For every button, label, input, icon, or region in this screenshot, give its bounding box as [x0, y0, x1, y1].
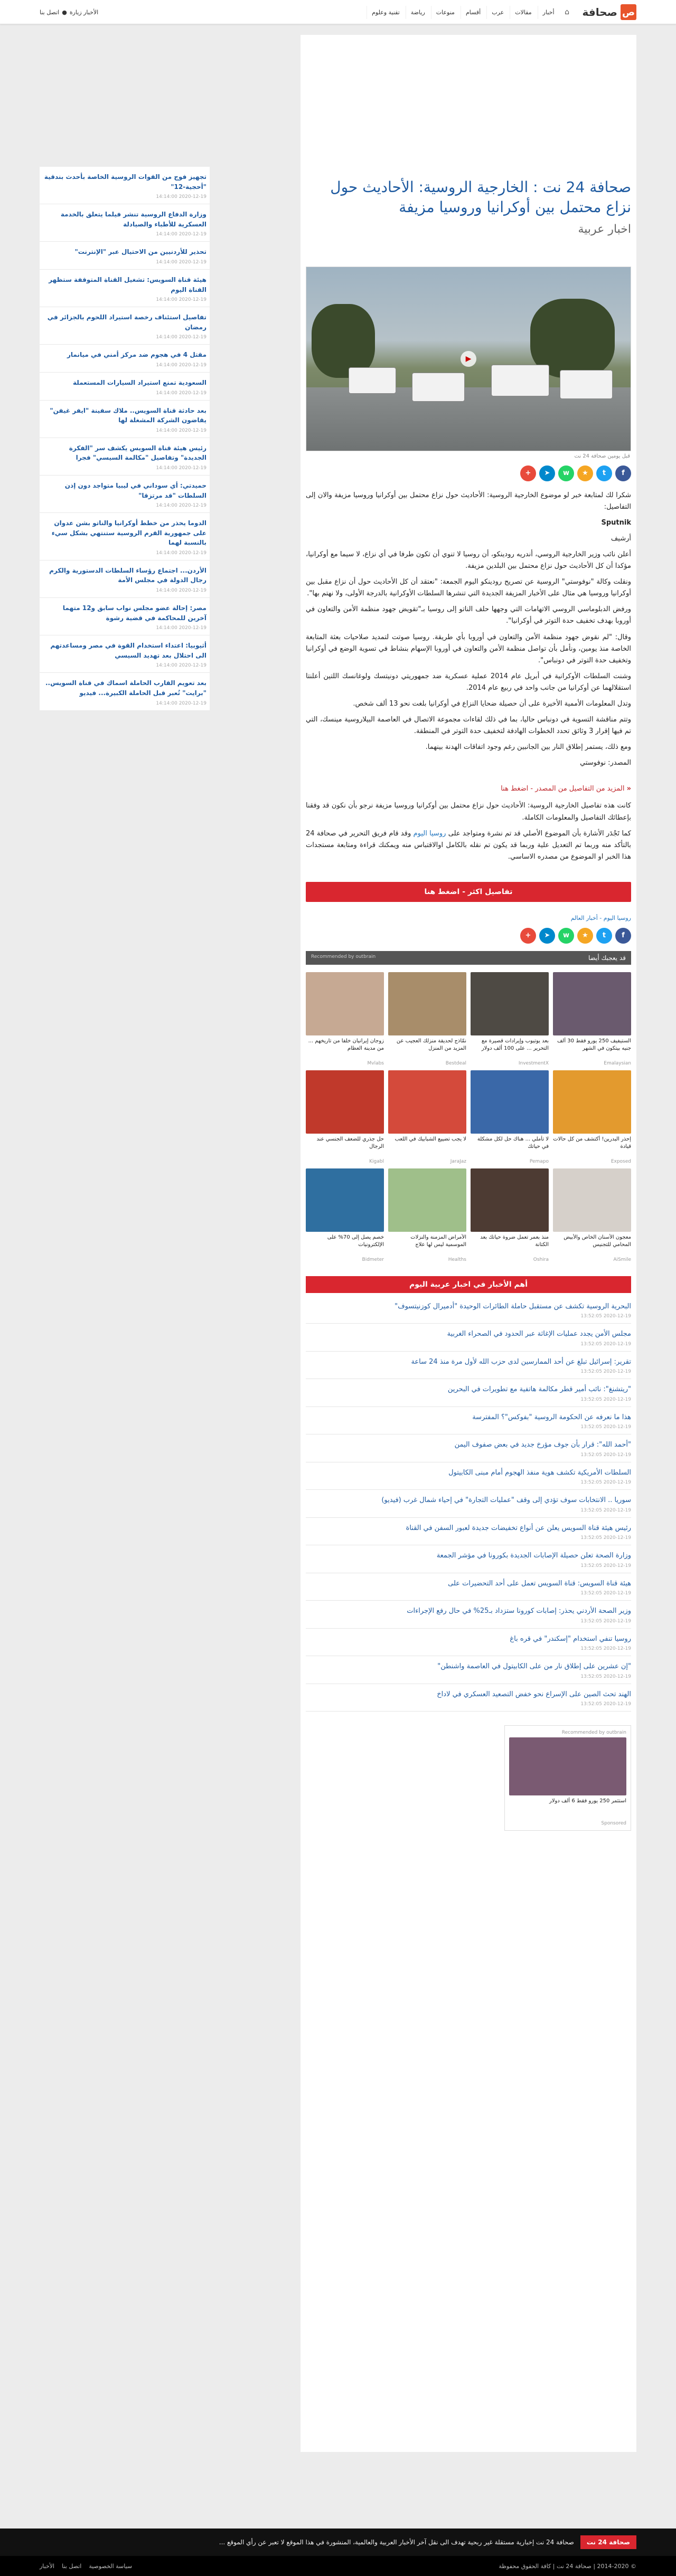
sidebar-item-date: 2020-12-19 14:14:00 [156, 297, 206, 303]
recommend-item[interactable] [553, 972, 631, 1066]
site-logo[interactable] [583, 4, 636, 20]
recommend-caption: استثمر 250 يورو فقط 6 ألف دولار [549, 1798, 626, 1804]
sidebar-item-date: 2020-12-19 14:14:00 [156, 663, 206, 669]
recommend-caption: إحذر البدرين! أكتشف من كل حالات قيادة [553, 1136, 631, 1150]
sidebar-item-date: 2020-12-19 14:14:00 [156, 625, 206, 631]
headline-date: 2020-12-19 13:52:05 [580, 1314, 631, 1319]
sidebar-item-date: 2020-12-19 14:14:00 [156, 427, 206, 433]
user-icon: ● [62, 8, 67, 16]
headline-date: 2020-12-19 13:52:05 [580, 1452, 631, 1458]
details-button[interactable]: تفاصيل اكثر - اضغط هنا [306, 882, 631, 902]
nav-item[interactable]: تقنية وعلوم [367, 6, 405, 19]
share-bar-bottom [301, 924, 636, 948]
recommend-caption: لا تأملي ... هناك حل لكل مشكلة في حياتك [477, 1136, 549, 1150]
image-vehicle [491, 365, 549, 396]
sidebar-item-date: 2020-12-19 14:14:00 [156, 465, 206, 471]
headline-item[interactable] [306, 1629, 631, 1657]
headline-title[interactable]: هيئة قناة السويس: قناة السويس تعمل على أحد التحضيرات على [448, 1579, 631, 1588]
headline-item[interactable] [306, 1434, 631, 1462]
logo-mark: ص [621, 4, 636, 20]
recommend-image [388, 972, 466, 1035]
recommend-caption: معجون الأسنان الخاص والأبيض المحامي للتجنيس [564, 1234, 631, 1248]
recommend-item[interactable] [388, 1070, 466, 1164]
headline-date: 2020-12-19 13:52:05 [580, 1480, 631, 1486]
recommend-item[interactable] [471, 1070, 549, 1164]
headline-date: 2020-12-19 13:52:05 [580, 1396, 631, 1402]
disclaimer-text-2 [306, 828, 631, 863]
article-paragraph: وشنت السلطات الأوكرانية في أبريل عام 2014 عملية عسكرية ضد جمهوريتي دونيتسك ولوغانسك اللتين أعلنتا استقلالهما عن أوكرانيا من جانب واحد في ربيع عام 2014. [306, 672, 631, 692]
logo-text: صحافة [582, 6, 617, 18]
recommend-caption: نمّاذج لحديقة منزلك العجيب عن المزيد من المنزل [396, 1038, 466, 1052]
facebook-icon[interactable]: f [615, 928, 631, 944]
nav-item[interactable]: أخبار [538, 6, 559, 19]
headline-title[interactable]: وزير الصحة الأردني يحذر: إصابات كورونا ستزداد بـ25% في حال رفع الإجراءات [407, 1607, 631, 1615]
recommend-item[interactable] [388, 1168, 466, 1262]
recommend-image [306, 1070, 384, 1134]
sidebar-item[interactable] [40, 560, 210, 598]
sidebar-item-date: 2020-12-19 14:14:00 [156, 550, 206, 556]
star-icon[interactable]: ★ [577, 928, 593, 944]
sidebar-item-title[interactable]: حميدتي: أي سوداني في ليبيا متواجد دون إذن السلطات "قد مرتزقا" [64, 481, 206, 499]
recommend-item[interactable] [306, 1168, 384, 1262]
recommend-source: Kigabl [369, 1158, 384, 1164]
whatsapp-icon[interactable]: w [558, 928, 574, 944]
sidebar-item-title[interactable]: تحذير للأردنيين من الاحتيال عبر "الإنترنت" [74, 248, 206, 256]
share-bar [301, 461, 636, 486]
article-paragraph: وتدل المعلومات الأممية الأخيرة على أن حصيلة ضحايا النزاع في أوكرانيا بلغت نحو 13 ألف شخص. [353, 700, 631, 708]
article-paragraph: ورفض الدبلوماسي الروسي الاتهامات التي وجهها حلف الناتو إلى روسيا بـ"تقويض جهود منظمة الأمن والتعاون في أوروبا بهدف تخفيف حدة التوتر في أوكرانيا". [306, 605, 631, 625]
sidebar-item-title[interactable]: وزارة الدفاع الروسية تنشر فيلما يتعلق بالخدمة العسكرية للأطباء والصيادلة [60, 211, 206, 228]
article-paragraph: Sputnik [601, 518, 631, 527]
article-title: صحافة 24 نت : الخارجية الروسية: الأحاديث حول نزاع محتمل بين أوكرانيا وروسيا مزيفة [330, 178, 631, 216]
home-icon[interactable]: ⌂ [565, 8, 569, 16]
article-paragraph: وقال: "لم نقوض جهود منظمة الأمن والتعاون في أوروبا بأي طريقة. روسيا صوتت لتمديد صلاحيات بعثة المتابعة الخاصة منذ يومين، ونأمل بأن تواصل منظمة الأمن والتعاون في أوروبا الإسهام بنشاط في تسوية الوضع في أوكرانيا وتخفيف حدة التوتر في دونباس". [306, 633, 631, 664]
sidebar-item[interactable] [40, 345, 210, 373]
recommend-image [388, 1070, 466, 1134]
headline-item[interactable] [306, 1296, 631, 1324]
headline-item[interactable] [306, 1490, 631, 1518]
headline-date: 2020-12-19 13:52:05 [580, 1369, 631, 1375]
recommend-item[interactable] [471, 972, 549, 1066]
double-chevron-icon: « [626, 785, 631, 793]
sidebar-item-date: 2020-12-19 14:14:00 [156, 335, 206, 340]
ticker-text: صحافة 24 نت إخبارية مستقلة غير ربحية تهدف الى نقل آخر الأخبار العربية والعالمية، المنشورة في هذا الموقع لا تعبر عن رأي الموقع ... [219, 2539, 574, 2546]
sidebar-item-date: 2020-12-19 14:14:00 [156, 194, 206, 200]
sidebar-item[interactable] [40, 242, 210, 270]
image-vehicle [349, 367, 396, 394]
recommend-widget-2[interactable] [504, 1725, 631, 1831]
recommend-header [306, 951, 631, 965]
article-paragraph: شكرا لك لمتابعة خبر لو موضوع الخارجية الروسية: الأحاديث حول نزاع محتمل بين أوكرانيا وروسيا مزيفة والان إلى التفاصيل: [306, 491, 631, 511]
recommend-image [553, 1168, 631, 1232]
headline-date: 2020-12-19 13:52:05 [580, 1341, 631, 1347]
telegram-icon[interactable]: ➤ [539, 928, 555, 944]
recommend-caption: الأمراض المزمنة والنزلات الموسمية ليس لها علاج [410, 1234, 466, 1248]
recommend-source: Exposed [611, 1158, 631, 1164]
headline-item[interactable] [306, 1684, 631, 1712]
telegram-icon[interactable]: ➤ [539, 465, 555, 481]
visit-link[interactable]: الأخبار زيارة [69, 8, 99, 16]
headline-title[interactable]: تقرير: إسرائيل تبلغ عن أحد الممارسين لدى حزب الله لأول مرة منذ 24 ساعة [411, 1357, 631, 1366]
recommend-source: AiSmile [613, 1257, 631, 1262]
headline-title[interactable]: هذا ما نعرفه عن الحكومة الروسية "بفوكس"؟ المفترسة [472, 1413, 631, 1421]
sidebar-item[interactable] [40, 401, 210, 438]
copyright: © 2014-2020 | صحافة 24 نت | كافة الحقوق محفوظة [499, 2562, 636, 2570]
twitter-icon[interactable]: t [596, 465, 612, 481]
recommend-item[interactable] [388, 972, 466, 1066]
recommend-image [471, 1168, 549, 1232]
recommend-image [553, 1070, 631, 1134]
recommend-grid [301, 968, 636, 1267]
headlines-list [301, 1296, 636, 1712]
headline-title[interactable]: روسيا تنفي استخدام "إسكندر" في قره باغ [510, 1634, 631, 1643]
article-paragraph: ونقلت وكالة "نوفوستي" الروسية عن تصريح رودينكو اليوم الجمعة: "نعتقد أن كل الأحاديث حول أن نزاع مقبل بين أوكرانيا وروسيا هي مثال على الأخبار المزيفة الجديدة التي تنشرها السلطات الأوكرانية بالدرجة الأولى، ولا نهتم بها". [306, 578, 631, 598]
plus-icon[interactable]: + [520, 465, 536, 481]
sidebar-item[interactable] [40, 270, 210, 307]
headline-date: 2020-12-19 13:52:05 [580, 1424, 631, 1430]
footer-bar [0, 2556, 676, 2576]
image-vehicle [412, 373, 465, 402]
recommend-caption: منذ بعمر تعمل ضروة حياتك بعد الكتانة [480, 1234, 549, 1248]
recommend-image [306, 1168, 384, 1232]
sidebar-item[interactable] [40, 167, 210, 204]
main-nav [98, 5, 574, 19]
recommend-source: Sponsored [601, 1821, 626, 1827]
recommend-image [471, 972, 549, 1035]
headline-date: 2020-12-19 13:52:05 [580, 1563, 631, 1569]
recommend-by[interactable]: Recommended by outbrain [311, 954, 376, 959]
footer-link[interactable]: سياسة الخصوصية [89, 2562, 133, 2570]
headline-item[interactable] [306, 1324, 631, 1352]
headline-item[interactable] [306, 1379, 631, 1407]
recommend-source: Pemapo [529, 1158, 549, 1164]
nav-item[interactable]: عرب [486, 6, 509, 19]
sidebar-item-title[interactable]: تفاصيل استئناف رخصة استيراد اللحوم بالجزائر في رمضان [47, 313, 206, 331]
recommend-source: Bidmeter [362, 1257, 384, 1262]
headline-title[interactable]: سوريا .. الانتخابات سوف تؤدي إلى وقف "عمليات التجارة" في إحياء شمال غرب (فيديو) [381, 1496, 631, 1505]
sidebar-item[interactable] [40, 476, 210, 513]
disclaimer-part: كما تَجْدَر الأشارة بأن الموضوع الأصلي قد تم نشرة ومتواجد على [448, 829, 631, 838]
article-paragraph: المصدر: نوفوستي [580, 759, 631, 767]
recommend-source: InvestmentX [518, 1060, 549, 1066]
recommend-caption: لا يجب تضييع الشبابيك في اللعب [395, 1136, 466, 1142]
footer-link[interactable]: الأخبار [40, 2562, 55, 2570]
nav-item[interactable]: مقالات [510, 6, 536, 19]
sidebar-item[interactable] [40, 438, 210, 476]
footer-links [40, 2563, 132, 2570]
headline-item[interactable] [306, 1545, 631, 1573]
ticker-label: صحافة 24 نت [580, 2535, 636, 2549]
headline-item[interactable] [306, 1656, 631, 1684]
recommend-source: Emalaysian [604, 1060, 631, 1066]
sidebar-item-date: 2020-12-19 14:14:00 [156, 362, 206, 368]
recommend-item[interactable] [553, 1168, 631, 1262]
sidebar-item-title[interactable]: تجهيز فوج من القوات الروسية الخاصة بأحدث بندقية "أحجية-12" [44, 173, 206, 191]
headline-date: 2020-12-19 13:52:05 [580, 1591, 631, 1596]
sidebar-item-date: 2020-12-19 14:14:00 [156, 259, 206, 265]
play-icon[interactable]: ▶ [461, 351, 476, 367]
recommend-source: Healths [448, 1257, 466, 1262]
article-image [306, 267, 631, 451]
headline-date: 2020-12-19 13:52:05 [580, 1535, 631, 1541]
source-more-label: المزيد من التفاصيل من المصدر - اضغط هنا [501, 785, 625, 793]
top-bar [0, 0, 676, 24]
sidebar-item-title[interactable]: مقتل 4 في هجوم ضد مركز أمني في ميانمار [67, 351, 206, 359]
headline-item[interactable] [306, 1462, 631, 1490]
recommend-caption: حل جذري للضعف الجنسي عند الرجال [316, 1136, 384, 1150]
sidebar-item[interactable] [40, 373, 210, 401]
recommend-caption: زوجان إيرانيان خلفا من تاريخهم ... من مدينة العظام [308, 1038, 384, 1052]
article-paragraph: أرشيف [611, 534, 631, 543]
recommend-image [388, 1168, 466, 1232]
footer [0, 2529, 676, 2576]
plus-icon[interactable]: + [520, 928, 536, 944]
sidebar-item-title[interactable]: بعد حادثة قناة السويس.. ملاك سفينة "ايفر غيفن" يقاضون الشركة المشغلة لها [50, 406, 206, 424]
recommend-item[interactable] [306, 972, 384, 1066]
headline-title[interactable]: البحرية الروسية تكشف عن مستقبل حاملة الطائرات الوحيدة "أدميرال كوزنيتسوف" [395, 1302, 631, 1310]
sidebar-item-title[interactable]: السعودية تمنع استيراد السيارات المستعملة [73, 378, 206, 386]
headlines-header: أهم الأخبار في اخبار عربية اليوم [306, 1276, 631, 1293]
sidebar-item-title[interactable]: الدوما يحذر من خطط أوكرانيا والناتو بشن عدوان على جمهورية القرم الروسية ستنتهي بشكل سيء بالنسبة لهما [51, 519, 206, 547]
recommend-by: Recommended by outbrain [561, 1730, 626, 1736]
sidebar-item[interactable] [40, 513, 210, 560]
twitter-icon[interactable]: t [596, 928, 612, 944]
login-area [40, 9, 98, 16]
sidebar-item-date: 2020-12-19 14:14:00 [156, 588, 206, 594]
recommend-item[interactable] [471, 1168, 549, 1262]
facebook-icon[interactable]: f [615, 465, 631, 481]
headline-date: 2020-12-19 13:52:05 [580, 1702, 631, 1707]
headline-item[interactable] [306, 1601, 631, 1629]
sidebar-item-date: 2020-12-19 14:14:00 [156, 503, 206, 509]
whatsapp-icon[interactable]: w [558, 465, 574, 481]
recommend-caption: خصم يصل إلى 70% على الإلكترونيات [327, 1234, 384, 1248]
sidebar-item-title[interactable]: مصر: إحالة عضو مجلس نواب سابق و12 متهما آخرين للمحاكمة في قضية رشوة [62, 604, 206, 622]
headline-title[interactable]: "ريتشنغ": نائب أمير قطر مكالمة هاتفية مع تطويرات في البحرين [447, 1385, 631, 1394]
recommend-item[interactable] [553, 1070, 631, 1164]
sidebar-item-title[interactable]: الأردن... اجتماع رؤساء السلطات الدستورية والكرم رجال الدولة في مجلس الأمة [49, 566, 206, 584]
sidebar-item-date: 2020-12-19 14:14:00 [156, 700, 206, 706]
sidebar-item-title[interactable]: أثيوبيا: اعتداء استخدام القوة في مصر ومساعدتهم الى احتلال بعد تهديد السيسي [50, 642, 206, 659]
source-more-link[interactable] [301, 777, 636, 796]
headline-item[interactable] [306, 1573, 631, 1601]
recommend-title: قد يعجبك أيضا [588, 954, 626, 962]
headline-title[interactable]: السلطات الأمريكية تكشف هوية منفذ الهجوم أمام مبنى الكابيتول [448, 1468, 631, 1477]
headline-title[interactable]: وزارة الصحة تعلن حصيلة الإصابات الجديدة بكورونا في مؤشر الجمعة [436, 1552, 631, 1560]
recommend-image [471, 1070, 549, 1134]
headline-title[interactable]: "إن عشرين على إطلاق نار من على الكابيتول في العاصمة واشنطن" [437, 1662, 631, 1671]
recommend-caption: بعد يوتيوب وإيرادات قصيرة مع التحرير ... على 100 ألف دولار [481, 1038, 549, 1052]
headline-item[interactable] [306, 1352, 631, 1380]
headline-item[interactable] [306, 1407, 631, 1435]
recommend-source: Bestdeal [445, 1060, 466, 1066]
headline-date: 2020-12-19 13:52:05 [580, 1646, 631, 1652]
article-column [301, 35, 636, 2452]
recommend-source: JaraJaz [450, 1158, 466, 1164]
nav-item[interactable]: منوعات [431, 6, 459, 19]
sidebar-item-title[interactable]: رئيس هيئة قناة السويس يكشف سر "الفكرة الجديدة" وتفاصيل "مكالمة السيسي" فجرا [69, 444, 206, 462]
sidebar-item-title[interactable]: بعد تعويم القارب الحاملة اسماك في قناة السويس.. "برايت" تُعبر قبل الحاملة الكبيرة... فيديو [45, 679, 206, 697]
page-body [40, 24, 636, 2452]
article-paragraph: أعلن نائب وزير الخارجية الروسي، أندريه رودينكو، أن روسيا لا تنوي أن تكون طرفا في أي نزاع، لا سيما مع أوكرانيا، مؤكدا أن كل الأحاديث حول نزاع محتمل بين البلدين مزيفة. [306, 550, 631, 571]
article-paragraph: ومع ذلك، يستمر إطلاق النار بين الجانبين رغم وجود اتفاقات الهدنة بينهما. [425, 743, 631, 752]
sidebar-item[interactable] [40, 635, 210, 673]
nav-item[interactable]: رياضة [406, 6, 430, 19]
headline-title[interactable]: "أحمد الله": قرار بأن جوف مؤرخ جديد في بعض صفوف اليمن [454, 1441, 631, 1449]
sidebar-item[interactable] [40, 307, 210, 345]
headline-date: 2020-12-19 13:52:05 [580, 1674, 631, 1679]
recommend-image [553, 972, 631, 1035]
headline-title[interactable]: مجلس الأمن يجدد عمليات الإغاثة عبر الحدود في الصحراء الغربية [447, 1330, 631, 1338]
image-vehicle [560, 370, 613, 399]
headline-title[interactable]: الهند تحث الصين على الإسراع نحو خفض التصعيد العسكري في لاداخ [437, 1690, 631, 1698]
sidebar-item[interactable] [40, 204, 210, 242]
article-body [301, 486, 636, 778]
sidebar-item[interactable] [40, 673, 210, 710]
footer-link[interactable]: اتصل بنا [62, 2562, 82, 2570]
recommend-source: Oshira [533, 1257, 549, 1262]
footer-ticker [0, 2529, 676, 2556]
nav-item[interactable]: أقسام [461, 6, 485, 19]
headline-title[interactable]: رئيس هيئة قناة السويس يعلن عن أنواع تخفيضات جديدة لعبور السفن في القناة [406, 1524, 631, 1532]
recommend-image [509, 1737, 626, 1795]
image-caption: قبل يومين صحافة 24 نت [574, 453, 630, 459]
headline-item[interactable] [306, 1518, 631, 1546]
ad-slot [301, 45, 636, 177]
article-disclaimer [301, 796, 636, 871]
contact-link[interactable]: اتصل بنا [40, 8, 60, 16]
sidebar-item[interactable] [40, 598, 210, 635]
sidebar-item-date: 2020-12-19 14:14:00 [156, 390, 206, 396]
disclaimer-part: وقد قام فريق التحرير في صحافة 24 بالتأكد منه وربما تم التعديل علية وربما قد يكون تم نقله بالكامل اوالاقتباس منه ويمكنك قراءة ومتابعة مستجدات هذا الخبر او الموضوع من مصدره الاساسي. [306, 829, 631, 861]
source-link[interactable]: روسيا اليوم [413, 829, 446, 838]
sidebar [40, 35, 210, 2452]
headline-date: 2020-12-19 13:52:05 [580, 1618, 631, 1624]
article-category[interactable]: اخبار عربية [578, 222, 631, 236]
image-tree [312, 304, 375, 378]
recommend-image [306, 972, 384, 1035]
article-paragraph: وتتم مناقشة التسوية في دونباس حاليا، بما في ذلك لقاءات مجموعة الاتصال في العاصمة البيلاروسية مينسك، التي تم فيها إقرار 3 وثائق تحدد الخطوات الهادفة لتخفيف حدة التوتر في المنطقة. [306, 716, 631, 736]
star-icon[interactable]: ★ [577, 465, 593, 481]
article-tags[interactable]: روسيا اليوم - أخبار العالم [570, 914, 631, 921]
sidebar-item-title[interactable]: هيئة قناة السويس: تشغيل القناة المتوقفة ستظهر القناة اليوم [49, 275, 206, 293]
recommend-source: Mvlabs [367, 1060, 384, 1066]
headline-date: 2020-12-19 13:52:05 [580, 1507, 631, 1513]
recommend-caption: الستيفيف 250 يورو فقط 30 ألف جنيه بيتكون في الشهر [557, 1038, 631, 1052]
sidebar-item-date: 2020-12-19 14:14:00 [156, 232, 206, 237]
sidebar-list [40, 167, 210, 711]
recommend-item[interactable] [306, 1070, 384, 1164]
disclaimer-text: كانت هذه تفاصيل الخارجية الروسية: الأحاديث حول نزاع محتمل بين أوكرانيا وروسيا مزيفة نرجو بأن نكون قد وفقنا بإعطائك التفاصيل والمعلومات الكاملة. [306, 802, 631, 822]
ad-slot [40, 35, 210, 167]
